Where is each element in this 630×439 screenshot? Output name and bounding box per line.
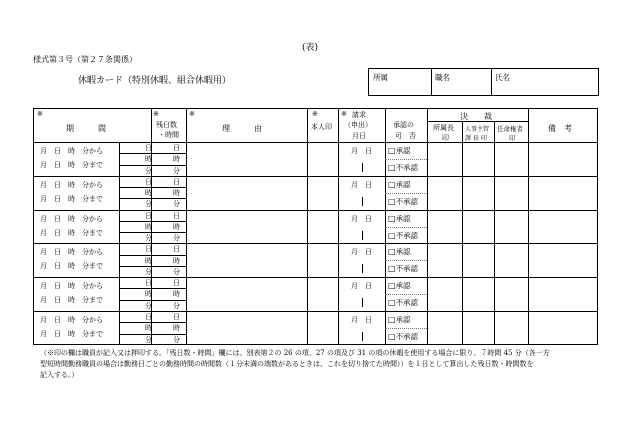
period-day-cell[interactable]: 日 xyxy=(145,279,152,288)
id-box xyxy=(368,68,599,96)
period-hour-cell[interactable]: 時 xyxy=(145,189,152,198)
col-remarks: 備 考 xyxy=(548,124,572,133)
reject-checkbox[interactable]: □ 不承認 xyxy=(388,230,418,241)
remaining-hour-cell[interactable]: 時 xyxy=(173,256,180,265)
footnote-line-2: 型短時間勤務職員の場合は勤務日ごとの勤務時間の時間数（１分未満の端数があるときは、これを切り捨てた時間））を１日として算出した残日数・時間数を xyxy=(40,360,534,368)
remaining-minute-cell[interactable]: 分 xyxy=(173,335,180,344)
col-approval-1: 承認の xyxy=(393,121,414,129)
col-request-1: 請求 xyxy=(352,111,366,119)
approve-checkbox[interactable]: □ 承認 xyxy=(388,280,411,291)
request-tick xyxy=(362,231,363,240)
request-date[interactable]: 月 日 xyxy=(351,147,372,155)
approval-divider xyxy=(385,294,427,295)
remaining-day-cell[interactable]: 日 xyxy=(173,279,180,288)
remaining-day-cell[interactable]: 日 xyxy=(173,245,180,254)
request-date[interactable]: 月 日 xyxy=(351,180,372,189)
approval-divider xyxy=(385,227,427,228)
period-minute-cell[interactable]: 分 xyxy=(145,335,152,344)
col-dept-head-2: 印 xyxy=(442,134,449,142)
remaining-hour-cell[interactable]: 時 xyxy=(173,290,180,299)
remaining-minute-cell[interactable]: 分 xyxy=(173,234,180,243)
remaining-minute-cell[interactable]: 分 xyxy=(173,200,180,209)
marker-reason: ※ xyxy=(189,110,195,118)
reject-checkbox[interactable]: □ 不承認 xyxy=(388,263,418,274)
affiliation-field[interactable]: 所属 xyxy=(373,73,388,82)
period-day-cell[interactable]: 日 xyxy=(145,245,152,254)
remaining-hour-cell[interactable]: 時 xyxy=(173,189,180,198)
remaining-minute-cell[interactable]: 分 xyxy=(173,166,180,175)
period-hour-cell[interactable]: 時 xyxy=(145,155,152,164)
period-to-label[interactable]: 月 日 時 分まで xyxy=(40,194,103,203)
col-reason: 理 由 xyxy=(222,124,262,133)
col-decision: 決 裁 xyxy=(460,112,492,121)
remaining-day-cell[interactable]: 日 xyxy=(173,211,180,220)
remaining-day-cell[interactable]: 日 xyxy=(173,177,180,186)
remaining-hour-cell[interactable]: 時 xyxy=(173,324,180,333)
remaining-minute-cell[interactable]: 分 xyxy=(173,301,180,310)
request-tick xyxy=(362,298,363,307)
remaining-hour-cell[interactable]: 時 xyxy=(173,155,180,164)
request-date[interactable]: 月 日 xyxy=(351,316,372,324)
row-divider xyxy=(33,277,598,278)
approval-divider xyxy=(385,193,427,194)
col-remaining-1: 残日数 xyxy=(156,121,177,129)
marker-request: ※ xyxy=(341,110,347,118)
row-divider xyxy=(33,243,598,244)
marker-period: ※ xyxy=(37,110,43,118)
period-from-label[interactable]: 月 日 時 分から xyxy=(40,147,103,155)
page-title: 休暇カード（特別休暇、組合休暇用） xyxy=(78,76,232,86)
period-hour-cell[interactable]: 時 xyxy=(145,256,152,265)
remaining-day-cell[interactable]: 日 xyxy=(173,313,180,321)
col-remaining-2: ・時間 xyxy=(158,131,179,139)
row-divider xyxy=(33,311,598,312)
col-request-3: 月日 xyxy=(352,132,366,140)
form-number: 様式第３号（第２７条関係） xyxy=(33,55,137,64)
period-minute-cell[interactable]: 分 xyxy=(145,267,152,276)
marker-remaining: ※ xyxy=(153,110,159,118)
row-divider xyxy=(33,210,598,211)
approval-divider xyxy=(385,159,427,160)
col-request-2: （申出） xyxy=(344,121,372,129)
period-minute-cell[interactable]: 分 xyxy=(145,166,152,175)
period-day-cell[interactable]: 日 xyxy=(145,144,152,152)
approve-checkbox[interactable]: □ 承認 xyxy=(388,213,411,224)
period-to-label[interactable]: 月 日 時 分まで xyxy=(40,228,103,237)
period-hour-cell[interactable]: 時 xyxy=(145,222,152,231)
period-from-label[interactable]: 月 日 時 分から xyxy=(40,180,103,189)
position-field[interactable]: 職名 xyxy=(435,73,450,82)
col-period: 期 間 xyxy=(66,124,106,133)
leave-table xyxy=(33,108,598,345)
col-hr-2: 課 長 印 xyxy=(465,135,487,142)
period-to-label[interactable]: 月 日 時 分まで xyxy=(40,161,103,169)
footnote-line-1: （※印の欄は職員が記入又は押印する。「残日数・時間」欄には、別表第２の 26 の項、27 の項及び 31 の項の休暇を使用する場合に限り、７時間 45 分（各一方 xyxy=(40,349,550,357)
period-hour-cell[interactable]: 時 xyxy=(145,290,152,299)
col-appointer-1: 任命権者 xyxy=(497,125,523,133)
approve-checkbox[interactable]: □ 承認 xyxy=(388,145,411,156)
name-field[interactable]: 氏名 xyxy=(495,73,510,82)
period-day-cell[interactable]: 日 xyxy=(145,313,152,321)
remaining-day-cell[interactable]: 日 xyxy=(173,144,180,152)
period-from-label[interactable]: 月 日 時 分から xyxy=(40,214,103,223)
period-from-label[interactable]: 月 日 時 分から xyxy=(40,248,103,257)
request-date[interactable]: 月 日 xyxy=(351,214,372,223)
approval-divider xyxy=(385,328,427,329)
request-tick xyxy=(362,264,363,273)
table-side-label: (表) xyxy=(302,43,319,53)
approve-checkbox[interactable]: □ 承認 xyxy=(388,246,411,257)
period-day-cell[interactable]: 日 xyxy=(145,211,152,220)
period-from-label[interactable]: 月 日 時 分から xyxy=(40,316,103,324)
reject-checkbox[interactable]: □ 不承認 xyxy=(388,162,418,173)
remaining-hour-cell[interactable]: 時 xyxy=(173,222,180,231)
period-minute-cell[interactable]: 分 xyxy=(145,234,152,243)
request-tick xyxy=(362,163,363,172)
approve-checkbox[interactable]: □ 承認 xyxy=(388,314,411,325)
period-to-label[interactable]: 月 日 時 分まで xyxy=(40,296,103,305)
remaining-minute-cell[interactable]: 分 xyxy=(173,267,180,276)
period-day-cell[interactable]: 日 xyxy=(145,177,152,186)
period-from-label[interactable]: 月 日 時 分から xyxy=(40,282,103,291)
col-appointer-2: 印 xyxy=(509,134,516,142)
reject-checkbox[interactable]: □ 不承認 xyxy=(388,297,418,308)
period-minute-cell[interactable]: 分 xyxy=(145,200,152,209)
col-self-seal: 本人印 xyxy=(311,123,332,131)
request-date[interactable]: 月 日 xyxy=(351,282,372,291)
approve-checkbox[interactable]: □ 承認 xyxy=(388,179,411,190)
period-to-label[interactable]: 月 日 時 分まで xyxy=(40,262,103,271)
footnote-line-3: 記入する。） xyxy=(40,371,79,379)
request-tick xyxy=(362,197,363,206)
col-dept-head-1: 所属長 xyxy=(433,124,454,132)
period-minute-cell[interactable]: 分 xyxy=(145,301,152,310)
approval-divider xyxy=(385,260,427,261)
reject-checkbox[interactable]: □ 不承認 xyxy=(388,196,418,207)
col-approval-2: 可 否 xyxy=(395,132,416,140)
reject-checkbox[interactable]: □ 不承認 xyxy=(388,331,418,342)
request-date[interactable]: 月 日 xyxy=(351,248,372,257)
row-divider xyxy=(33,176,598,177)
marker-seal: ※ xyxy=(312,110,318,118)
period-to-label[interactable]: 月 日 時 分まで xyxy=(40,330,103,338)
period-hour-cell[interactable]: 時 xyxy=(145,324,152,333)
col-hr-1: 人事主管 xyxy=(465,126,490,133)
request-tick xyxy=(362,332,363,341)
